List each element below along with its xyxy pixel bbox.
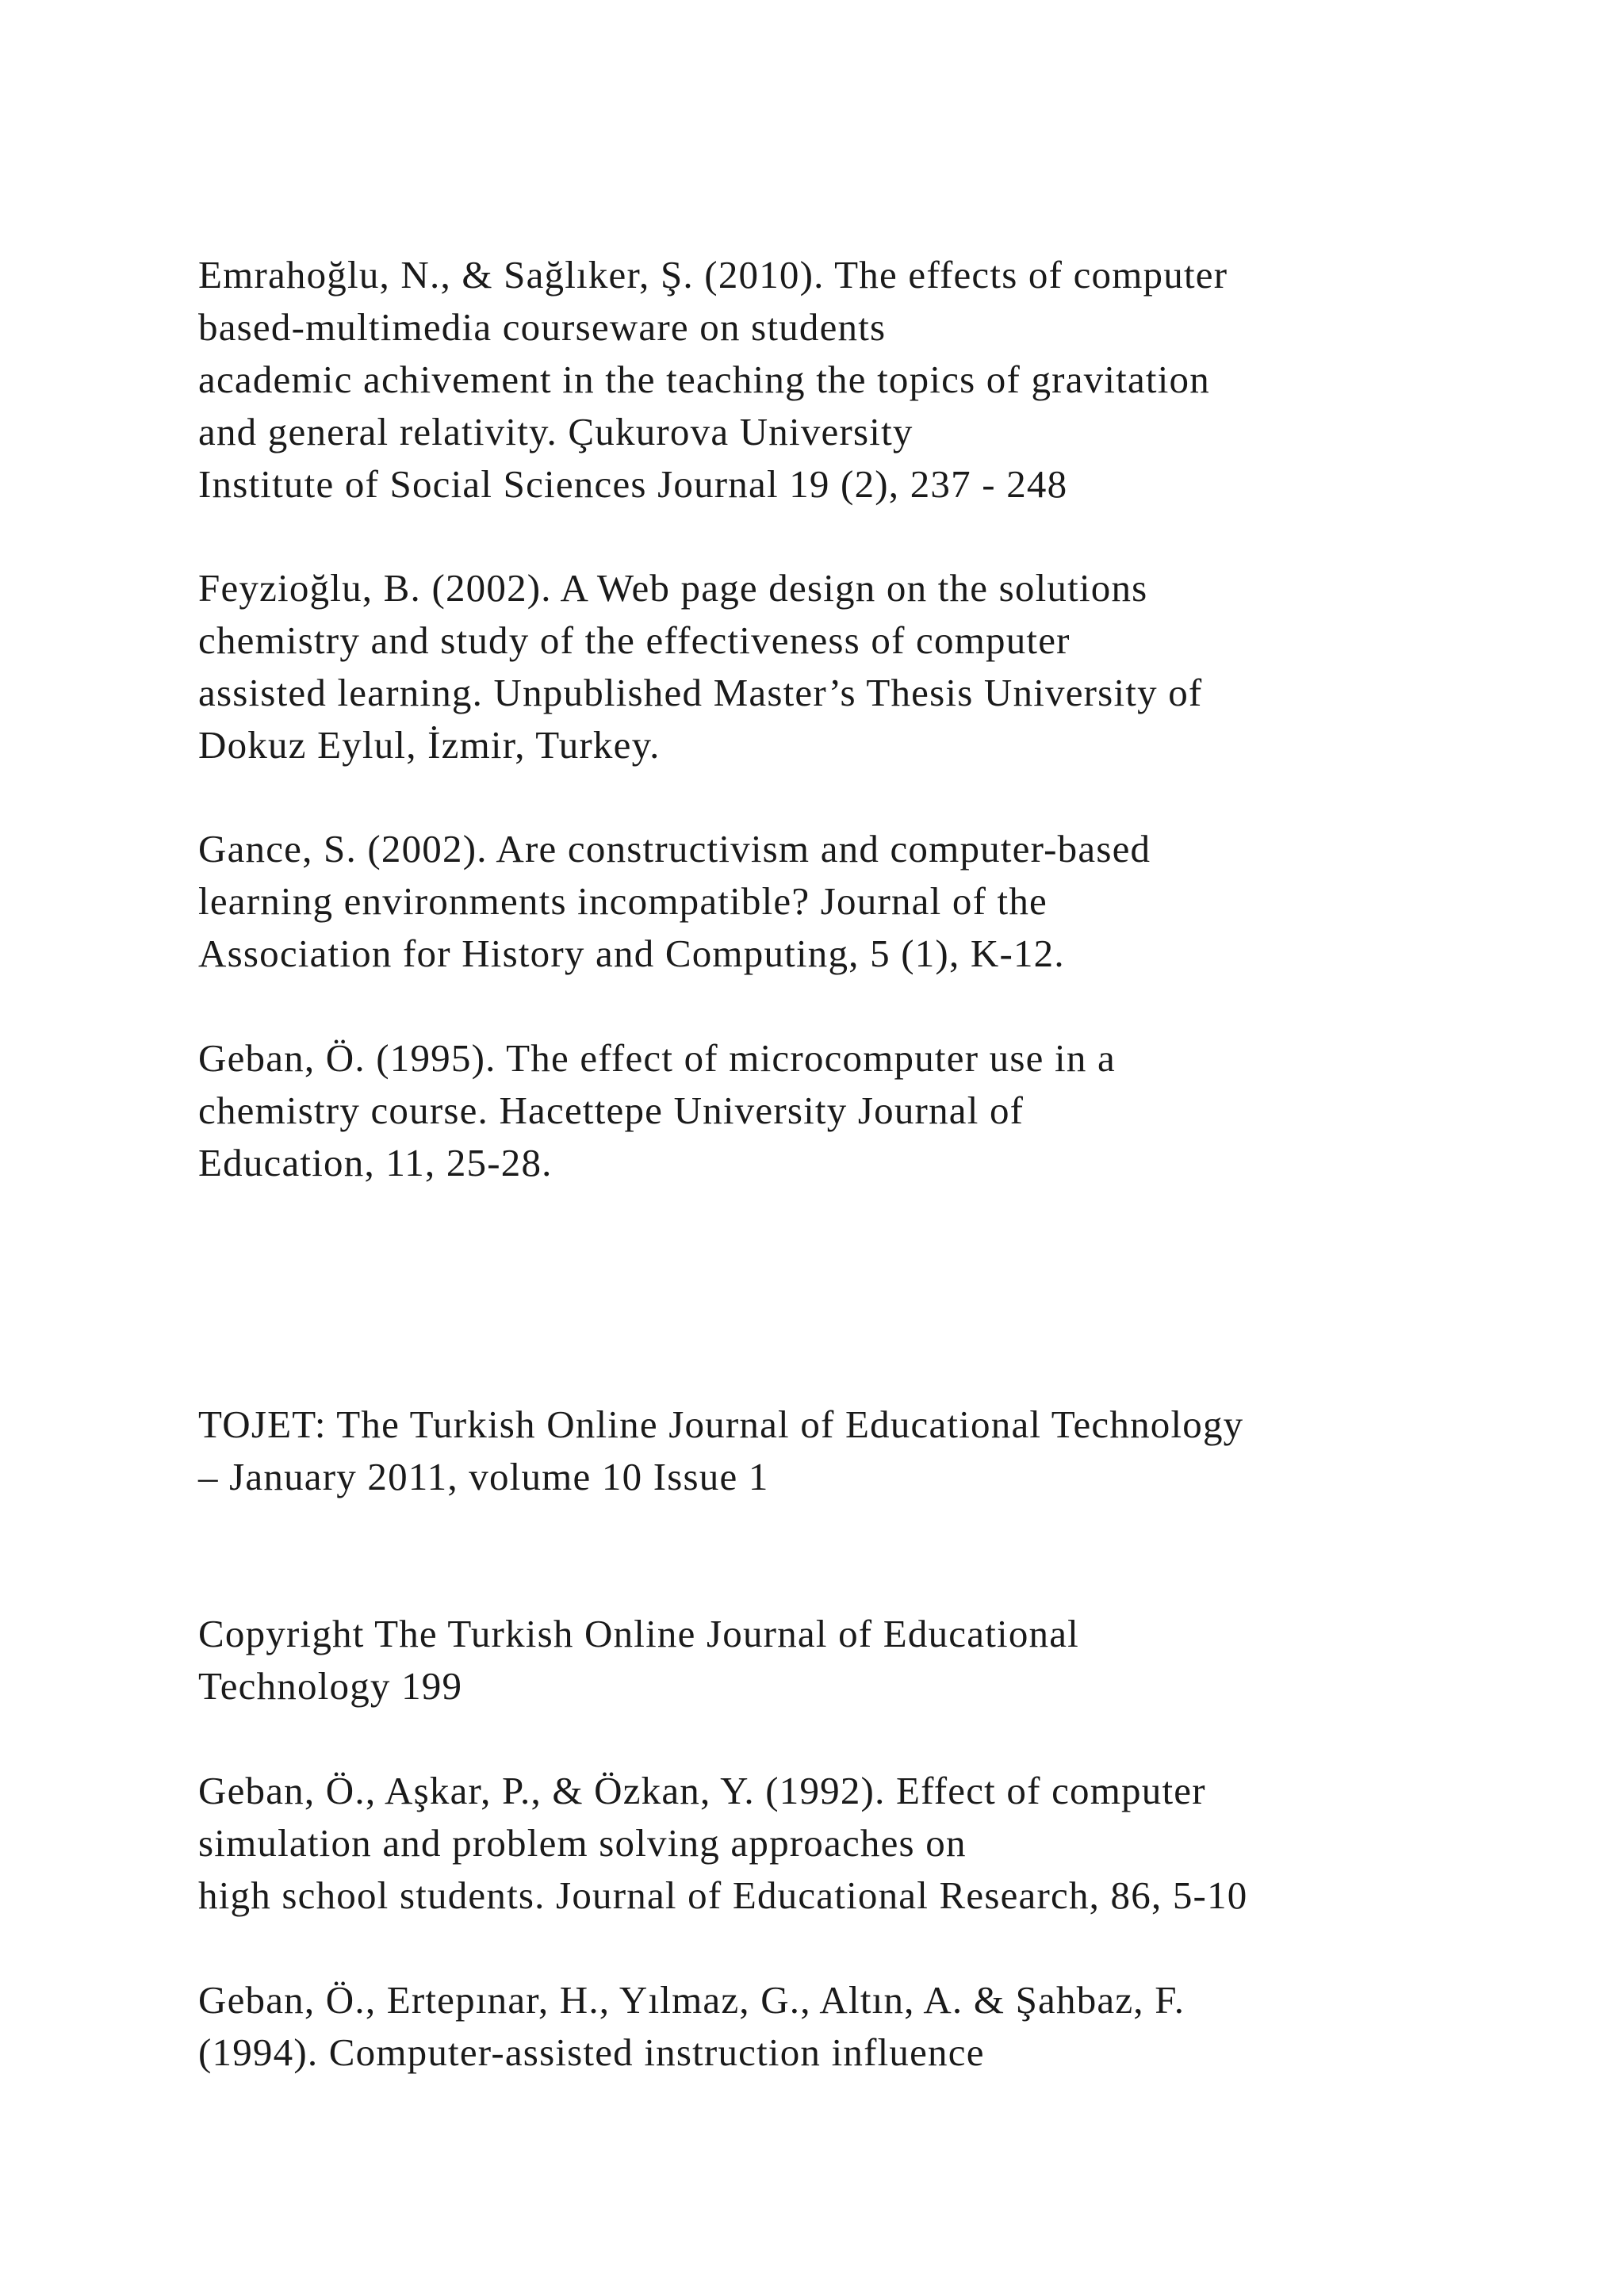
reference-line: and general relativity. Çukurova University <box>198 410 914 453</box>
reference-feyzioglu-2002 <box>198 562 1499 771</box>
journal-info-line: TOJET: The Turkish Online Journal of Educational Technology <box>198 1402 1244 1446</box>
journal-info <box>198 1399 1499 1503</box>
reference-line: Gance, S. (2002). Are constructivism and computer-based <box>198 827 1151 871</box>
reference-line: assisted learning. Unpublished Master’s Thesis University of <box>198 671 1203 714</box>
copyright-notice <box>198 1608 1499 1712</box>
reference-line: Geban, Ö., Aşkar, P., & Özkan, Y. (1992). Effect of computer <box>198 1769 1206 1812</box>
reference-line: Institute of Social Sciences Journal 19 (2), 237 - 248 <box>198 462 1068 506</box>
reference-geban-ertepinar-1994 <box>198 1974 1499 2079</box>
reference-line: Geban, Ö. (1995). The effect of microcomputer use in a <box>198 1036 1116 1080</box>
reference-line: based-multimedia courseware on students <box>198 305 887 349</box>
reference-emrahoglu-2010 <box>198 249 1499 511</box>
copyright-line: Copyright The Turkish Online Journal of Educational <box>198 1612 1079 1655</box>
reference-line: Education, 11, 25-28. <box>198 1141 553 1184</box>
reference-line: simulation and problem solving approaches on <box>198 1821 967 1865</box>
reference-gance-2002 <box>198 823 1499 980</box>
journal-info-line: – January 2011, volume 10 Issue 1 <box>198 1455 769 1498</box>
reference-line: Emrahoğlu, N., & Sağlıker, Ş. (2010). The effects of computer <box>198 253 1228 297</box>
reference-line: chemistry and study of the effectiveness of computer <box>198 618 1071 662</box>
copyright-line: Technology 199 <box>198 1664 463 1708</box>
reference-line: high school students. Journal of Educational Research, 86, 5-10 <box>198 1873 1248 1917</box>
reference-line: academic achivement in the teaching the topics of gravitation <box>198 358 1210 401</box>
reference-geban-1995 <box>198 1032 1499 1189</box>
reference-line: Geban, Ö., Ertepınar, H., Yılmaz, G., Altın, A. & Şahbaz, F. <box>198 1978 1185 2022</box>
reference-line: learning environments incompatible? Journal of the <box>198 879 1048 923</box>
reference-line: (1994). Computer-assisted instruction influence <box>198 2030 985 2074</box>
reference-geban-askar-ozkan-1992 <box>198 1765 1499 1922</box>
reference-line: Feyzioğlu, B. (2002). A Web page design on the solutions <box>198 566 1148 610</box>
reference-line: chemistry course. Hacettepe University Journal of <box>198 1089 1025 1132</box>
reference-line: Association for History and Computing, 5 (1), K-12. <box>198 932 1065 975</box>
reference-line: Dokuz Eylul, İzmir, Turkey. <box>198 723 661 767</box>
